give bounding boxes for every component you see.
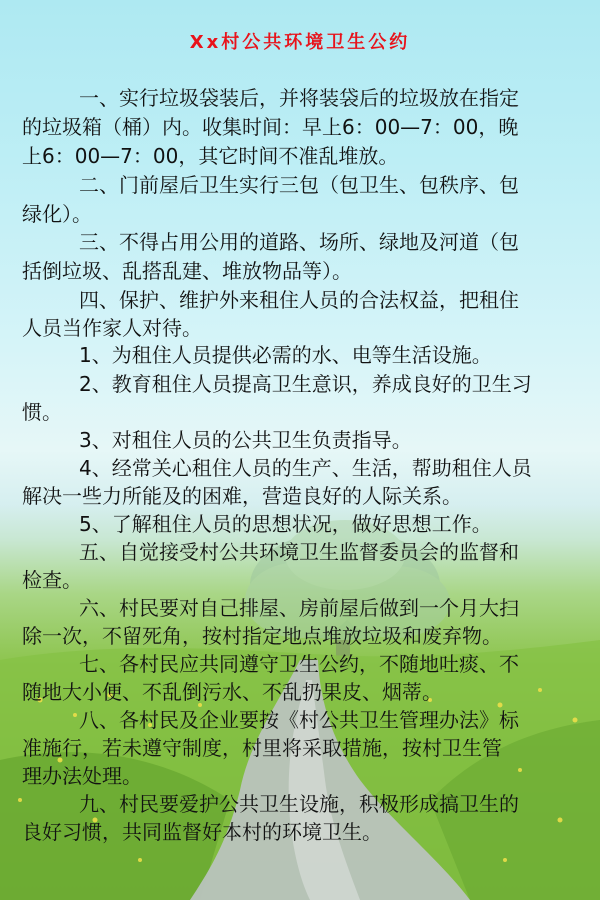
text-line: 绿化）。: [22, 202, 92, 226]
text-line: 良好习惯，共同监督好本村的环境卫生。: [22, 820, 382, 844]
text-line: 人员当作家人对待。: [22, 316, 202, 340]
text-line: 惯。: [22, 400, 62, 424]
text-line: 八、各村民及企业要按《村公共卫生管理办法》标: [79, 708, 519, 732]
text-line: 检查。: [22, 568, 82, 592]
text-line: 1、为租住人员提供必需的水、电等生活设施。: [79, 343, 492, 367]
text-line: 五、自觉接受村公共环境卫生监督委员会的监督和: [79, 540, 519, 564]
text-line: 5、了解租住人员的思想状况，做好思想工作。: [79, 512, 492, 536]
text-line: 准施行，若未遵守制度，村里将采取措施，按村卫生管: [22, 736, 502, 760]
text-line: 一、实行垃圾袋装后，并将装袋后的垃圾放在指定: [79, 86, 519, 110]
text-line: 4、经常关心租住人员的生产、生活，帮助租住人员: [79, 456, 532, 480]
text-line: 七、各村民应共同遵守卫生公约，不随地吐痰、不: [79, 652, 519, 676]
text-line: 四、保护、维护外来租住人员的合法权益，把租住: [79, 288, 519, 312]
text-line: 2、教育租住人员提高卫生意识，养成良好的卫生习: [79, 372, 532, 396]
text-line: 三、不得占用公用的道路、场所、绿地及河道（包: [79, 230, 519, 254]
poster-title: Ⅹx村公共环境卫生公约: [189, 32, 411, 53]
text-line: 除一次，不留死角，按村指定地点堆放垃圾和废弃物。: [22, 624, 502, 648]
text-line: 上6：00—7：00，其它时间不准乱堆放。: [22, 144, 399, 168]
text-line: 二、门前屋后卫生实行三包（包卫生、包秩序、包: [79, 173, 519, 197]
text-line: 六、村民要对自己排屋、房前屋后做到一个月大扫: [79, 596, 519, 620]
text-line: 括倒垃圾、乱搭乱建、堆放物品等）。: [22, 259, 352, 283]
text-line: 的垃圾箱（桶）内。收集时间：早上6：00—7：00，晚: [22, 115, 519, 139]
text-line: 3、对租住人员的公共卫生负责指导。: [79, 428, 412, 452]
text-line: 随地大小便、不乱倒污水、不乱扔果皮、烟蒂。: [22, 680, 442, 704]
text-line: 九、村民要爱护公共卫生设施，积极形成搞卫生的: [79, 792, 519, 816]
text-line: 理办法处理。: [22, 764, 142, 788]
text-line: 解决一些力所能及的困难，营造良好的人际关系。: [22, 484, 462, 508]
